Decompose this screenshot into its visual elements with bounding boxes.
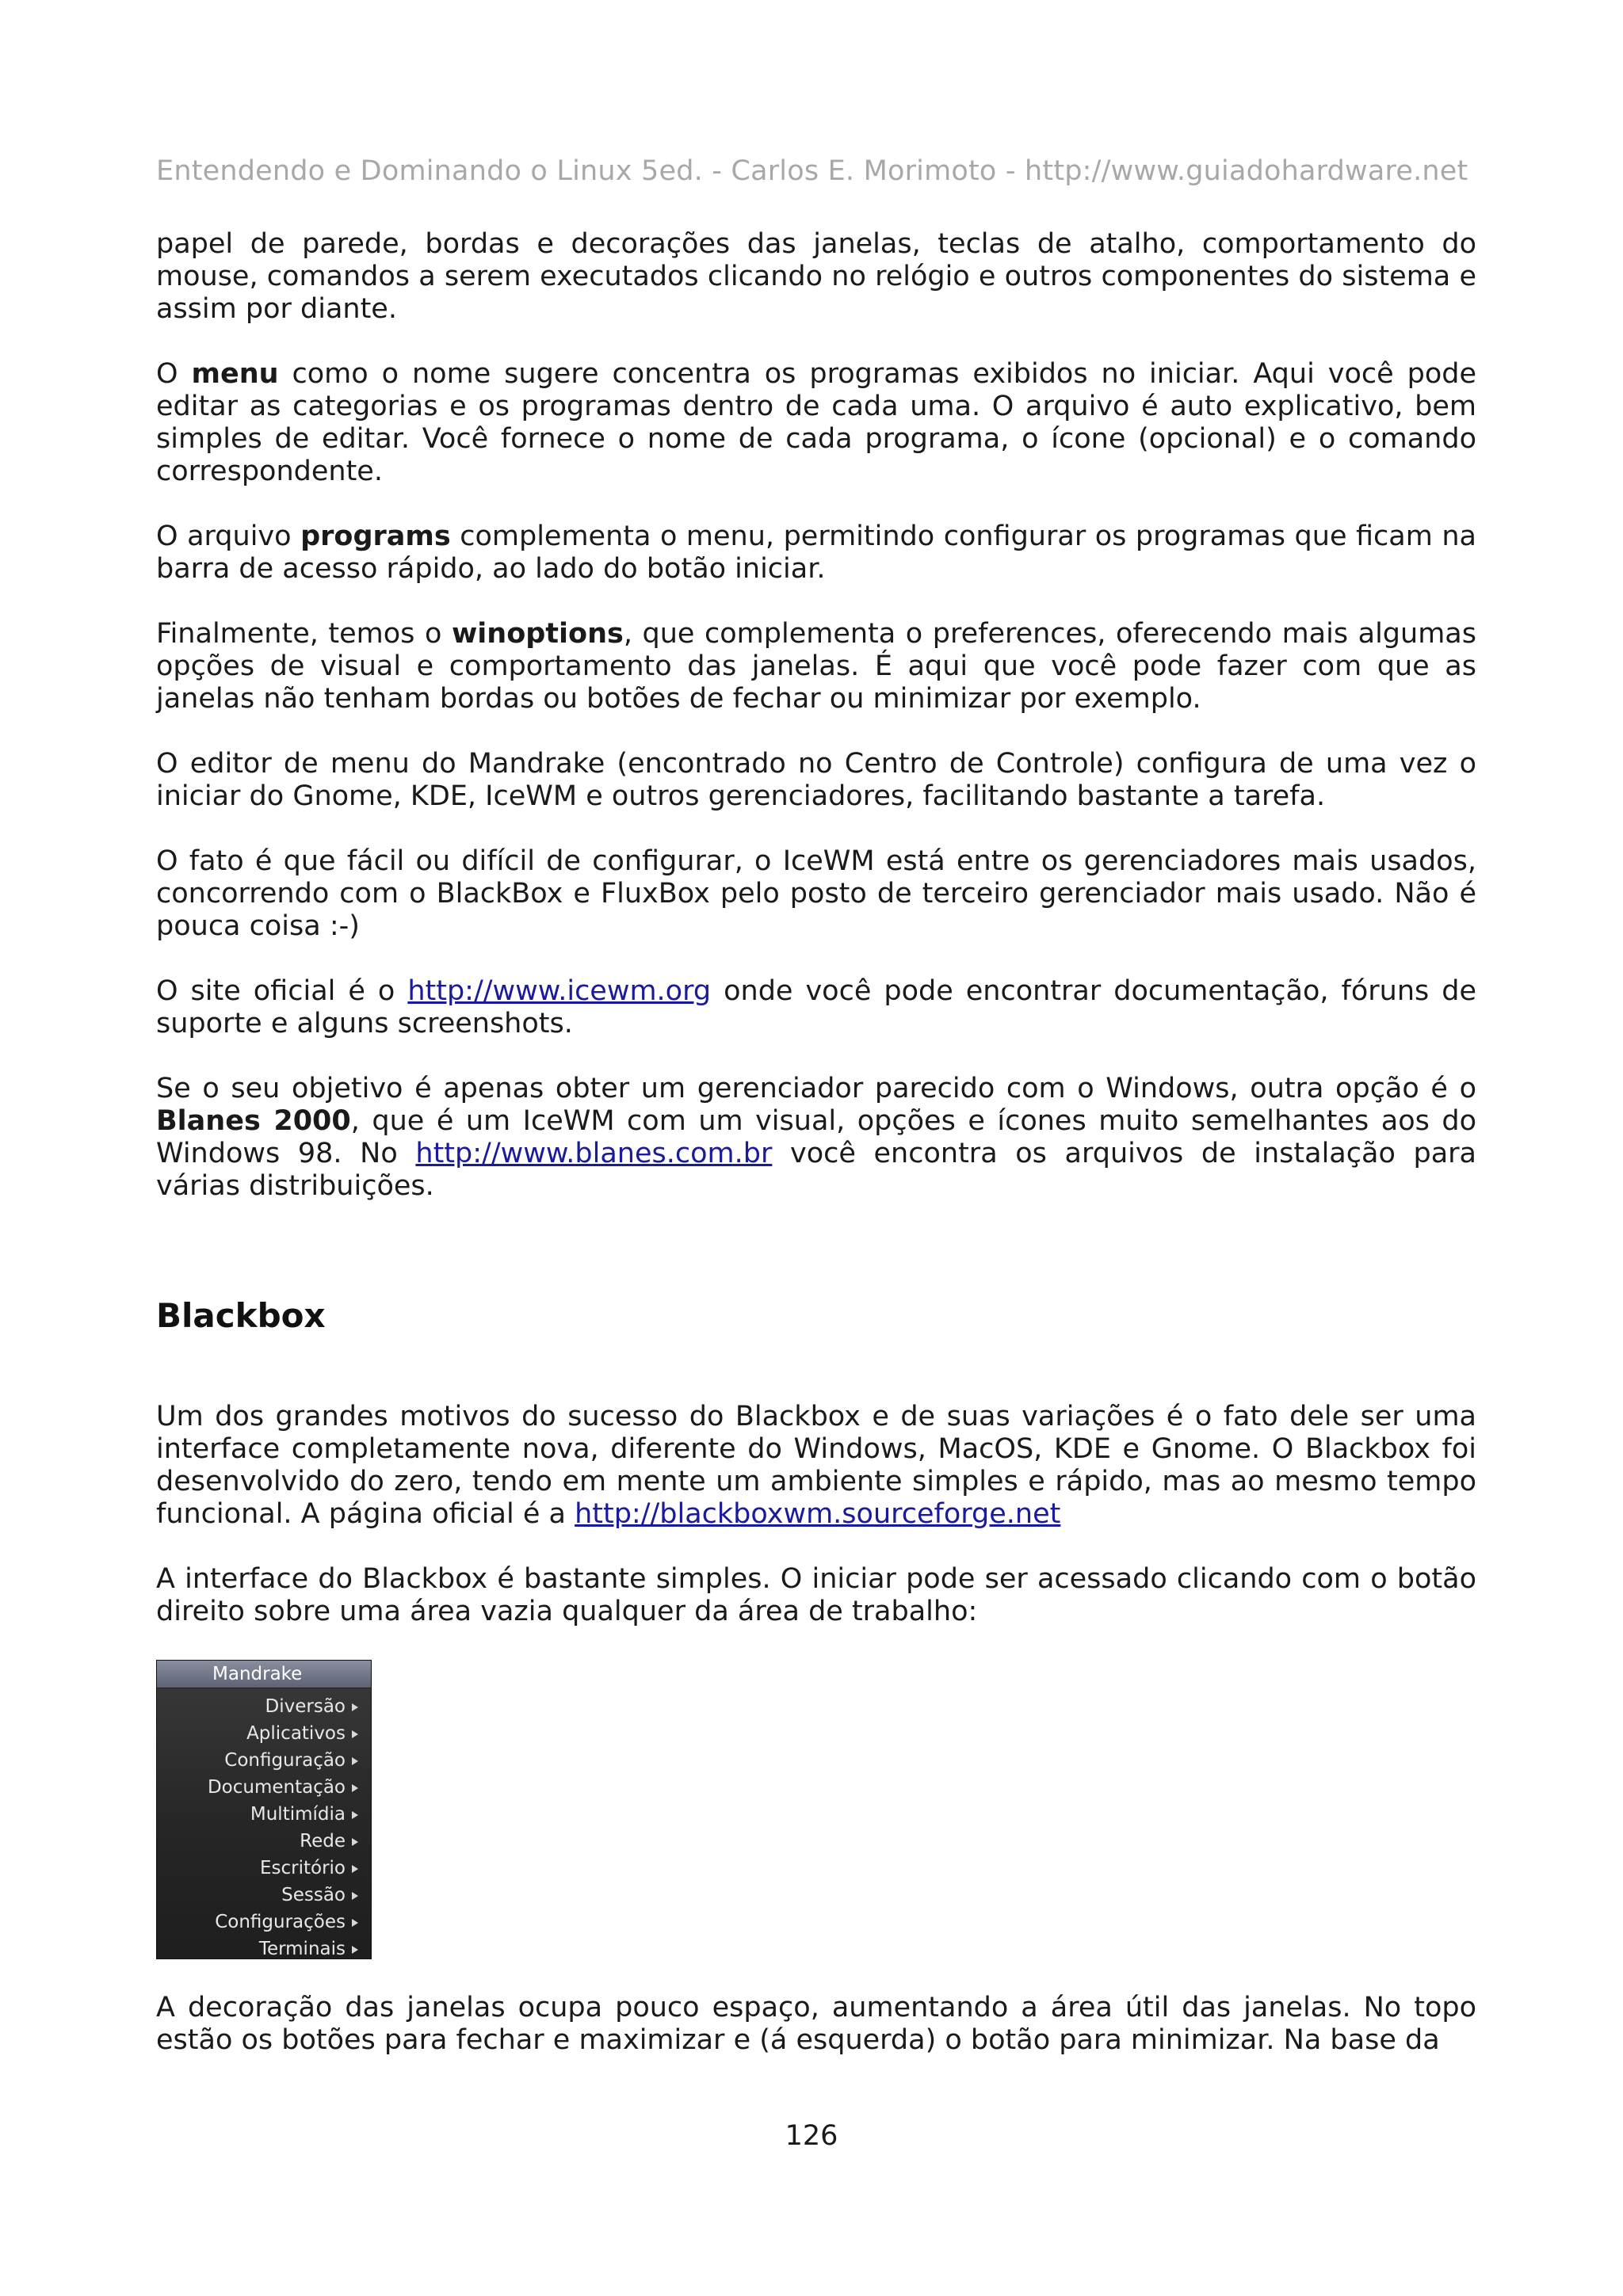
menu-item-label: Aplicativos <box>246 1723 346 1744</box>
submenu-arrow-icon <box>352 1730 358 1738</box>
menu-item-label: Rede <box>300 1831 346 1852</box>
menu-item <box>157 1774 371 1801</box>
text-run: como o nome sugere concentra os programas exibidos no iniciar. Aqui você pode editar as categorias e os programas dentro de cada uma. O arquivo é auto explicativo, bem simples de editar. Você fornece o nome de cada programa, o ícone (opcional) e o comando correspondente. <box>156 358 1476 487</box>
menu-item-label: Escritório <box>259 1858 346 1878</box>
menu-item-label: Configuração <box>224 1750 346 1771</box>
submenu-arrow-icon <box>352 1919 358 1927</box>
submenu-arrow-icon <box>352 1757 358 1765</box>
running-header: Entendendo e Dominando o Linux 5ed. - Carlos E. Morimoto - http://www.guiadohardware.net <box>156 155 1468 187</box>
page-body <box>156 228 1476 2057</box>
text-run: O <box>156 358 192 390</box>
submenu-arrow-icon <box>352 1784 358 1792</box>
menu-item <box>157 1882 371 1909</box>
menu-item <box>157 1855 371 1882</box>
menu-item <box>157 1801 371 1828</box>
paragraph-icewm-popularity: O fato é que fácil ou difícil de configurar, o IceWM está entre os gerenciadores mais usados, concorrendo com o BlackBox e FluxBox pelo posto de terceiro gerenciador mais usado. Não é pouca coisa :-) <box>156 845 1476 942</box>
text-run: O site oficial é o <box>156 975 408 1007</box>
bold-term-blanes: Blanes 2000 <box>156 1105 351 1137</box>
paragraph-menu <box>156 358 1476 488</box>
menu-item <box>157 1693 371 1720</box>
submenu-arrow-icon <box>352 1838 358 1846</box>
menu-item <box>157 1720 371 1747</box>
paragraph-programs <box>156 521 1476 585</box>
menu-item-label: Documentação <box>207 1777 346 1798</box>
text-run: complementa o menu, permitindo configurar os programas que ficam na barra de acesso rápido, ao lado do botão iniciar. <box>156 521 1476 585</box>
menu-item-label: Configurações <box>215 1912 346 1932</box>
submenu-arrow-icon <box>352 1865 358 1873</box>
menu-item <box>157 1828 371 1855</box>
text-run: onde você pode encontrar documentação, fóruns de suporte e alguns screenshots. <box>156 975 1476 1039</box>
paragraph-blackbox-intro <box>156 1401 1476 1531</box>
menu-item-label: Terminais <box>258 1939 346 1959</box>
blackbox-menu-screenshot <box>156 1660 372 1959</box>
text-run: , que é um IceWM com um visual, opções e ícones muito semelhantes aos do Windows 98. No <box>156 1105 1476 1169</box>
paragraph-blanes <box>156 1073 1476 1203</box>
link-blanes[interactable]: http://www.blanes.com.br <box>415 1138 773 1169</box>
link-blackbox[interactable]: http://blackboxwm.sourceforge.net <box>575 1498 1061 1530</box>
page-number: 126 <box>785 2120 838 2152</box>
text-run: você encontra os arquivos de instalação para várias distribuições. <box>156 1138 1476 1202</box>
menu-item-label: Multimídia <box>250 1804 346 1825</box>
submenu-arrow-icon <box>352 1946 358 1954</box>
paragraph-1: papel de parede, bordas e decorações das janelas, teclas de atalho, comportamento do mouse, comandos a serem executados clicando no relógio e outros componentes do sistema e assim por diante. <box>156 228 1476 325</box>
paragraph-mandrake-editor: O editor de menu do Mandrake (encontrado no Centro de Controle) configura de uma vez o iniciar do Gnome, KDE, IceWM e outros gerenciadores, facilitando bastante a tarefa. <box>156 748 1476 812</box>
submenu-arrow-icon <box>352 1892 358 1900</box>
menu-item <box>157 1936 371 1962</box>
text-run: , que complementa o preferences, oferecendo mais algumas opções de visual e comportamento das janelas. É aqui que você pode fazer com que as janelas não tenham bordas ou botões de fechar ou minimizar por exemplo. <box>156 618 1476 715</box>
paragraph-winoptions <box>156 618 1476 715</box>
menu-item <box>157 1747 371 1774</box>
section-heading-blackbox: Blackbox <box>156 1296 326 1335</box>
text-run: Finalmente, temos o <box>156 618 452 650</box>
menu-items <box>157 1688 371 1962</box>
bold-term-menu: menu <box>191 358 279 390</box>
text-run: Se o seu objetivo é apenas obter um gerenciador parecido com o Windows, outra opção é o <box>156 1073 1476 1104</box>
paragraph-blackbox-interface: A interface do Blackbox é bastante simples. O iniciar pode ser acessado clicando com o botão direito sobre uma área vazia qualquer da área de trabalho: <box>156 1563 1476 1627</box>
menu-item <box>157 1909 371 1936</box>
text-run: O arquivo <box>156 521 301 552</box>
bold-term-winoptions: winoptions <box>451 618 624 650</box>
bold-term-programs: programs <box>300 521 451 552</box>
link-icewm[interactable]: http://www.icewm.org <box>407 975 712 1007</box>
paragraph-window-decoration: A decoração das janelas ocupa pouco espaço, aumentando a área útil das janelas. No topo estão os botões para fechar e maximizar e (á esquerda) o botão para minimizar. Na base da <box>156 1992 1476 2056</box>
submenu-arrow-icon <box>352 1703 358 1711</box>
submenu-arrow-icon <box>352 1811 358 1819</box>
menu-item-label: Sessão <box>281 1885 346 1905</box>
paragraph-icewm-site <box>156 975 1476 1040</box>
menu-item-label: Diversão <box>265 1696 346 1717</box>
menu-title: Mandrake <box>157 1661 371 1688</box>
text-run: Um dos grandes motivos do sucesso do Blackbox e de suas variações é o fato dele ser uma interface completamente nova, diferente do Windows, MacOS, KDE e Gnome. O Blackbox foi desenvolvido do zero, tendo em mente um ambiente simples e rápido, mas ao mesmo tempo funcional. A página oficial é a <box>156 1401 1476 1530</box>
